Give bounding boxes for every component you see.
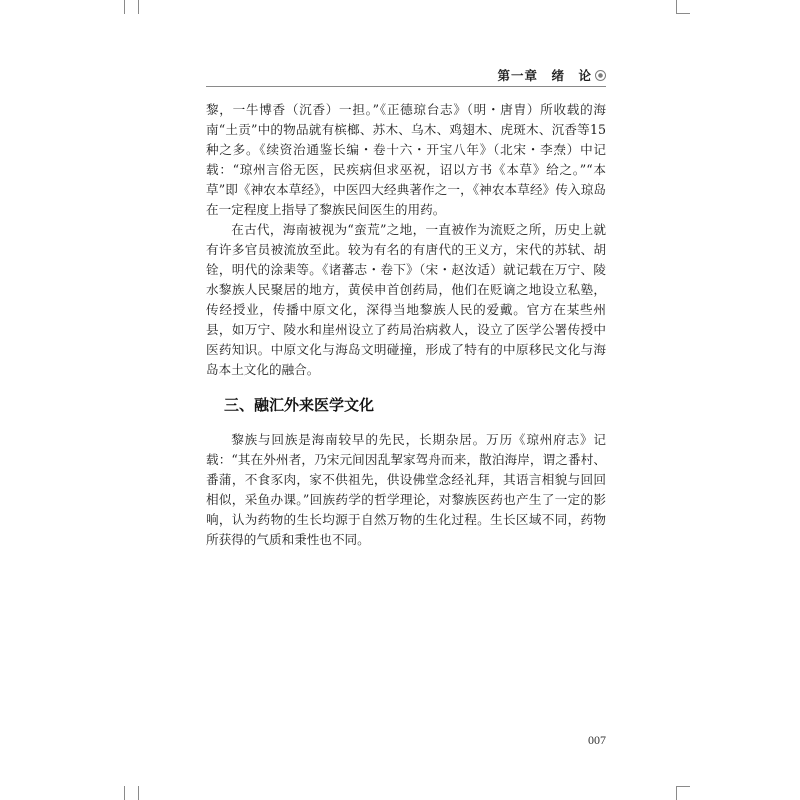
header-rule: [206, 86, 606, 87]
section-heading: 三、融汇外来医学文化: [224, 396, 375, 414]
crop-mark-bottom-left-inner: [124, 786, 125, 800]
section-paragraph: 黎族与回族是海南较早的先民，长期杂居。万历《琼州府志》记载：“其在外州者，乃宋元间因乱挈家驾舟而来，散泊海岸，谓之番村、番蒲，不食豕肉，家不供祖先，供设佛堂念经礼拜，其语言相貌与回回相似，采鱼办课。”回族药学的哲学理论，对黎族医药也产生了一定的影响，认为药物的生长均源于自然万物的生化过程。生长区域不同，药物所获得的气质和秉性也不同。: [206, 432, 606, 547]
crop-mark-top-left-inner: [124, 0, 125, 14]
crop-mark-top-right-h: [676, 13, 690, 14]
paragraph-continued: 黎，一牛博香（沉香）一担。”《正德琼台志》（明・唐胄）所收载的海南“土贡”中的物品就有槟榔、苏木、乌木、鸡翅木、虎斑木、沉香等15种之多。《续资治通鉴长编・卷十六・开宝八年》（北宋・李焘）中记载：“琼州言俗无医，民疾病但求巫祝，诏以方书《本草》给之。”“本草”即《神农本草经》，中医四大经典著作之一，《神农本草经》传入琼岛在一定程度上指导了黎族民间医生的用药。: [206, 102, 606, 217]
crop-mark-top-left: [138, 0, 139, 14]
crop-mark-bottom-left: [138, 786, 139, 800]
crop-mark-bottom-right-h: [676, 786, 690, 787]
chapter-title: 第一章 绪 论: [497, 68, 592, 83]
chapter-mark-icon: [595, 70, 606, 81]
page-number: 007: [588, 733, 606, 747]
paragraph: 在古代，海南被视为“蛮荒”之地，一直被作为流贬之所，历史上就有许多官员被流放至此。较为有名的有唐代的王义方，宋代的苏轼、胡铨，明代的涂棐等。《诸蕃志・卷下》（宋・赵汝适）就记载在万宁、陵水黎族人民聚居的地方，黄侯申首创药局，他们在贬谪之地设立私塾，传经授业，传播中原文化，深得当地黎族人民的爱戴。官方在某些州县，如万宁、陵水和崖州设立了药局治病救人，设立了医学公署传授中医药知识。中原文化与海岛文明碰撞，形成了特有的中原移民文化与海岛本土文化的融合。: [206, 222, 606, 377]
crop-mark-top-right: [676, 0, 677, 14]
running-head: [456, 66, 606, 84]
crop-mark-bottom-right: [676, 786, 677, 800]
page-body: [206, 100, 606, 550]
